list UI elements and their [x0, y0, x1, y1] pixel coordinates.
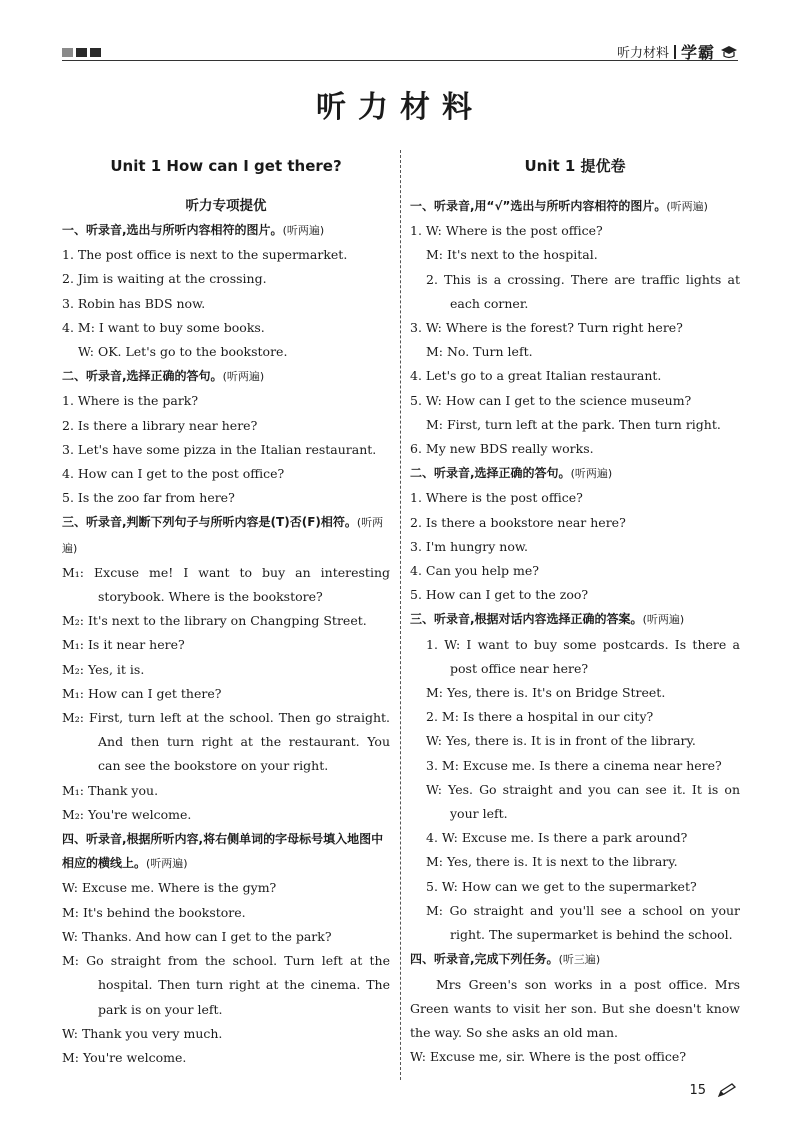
right-section-3-title: 三、听录音,根据对话内容选择正确的答案。(听两遍) [410, 612, 685, 627]
right-section-2-title: 二、听录音,选择正确的答句。(听两遍) [410, 466, 613, 481]
header-decoration [62, 48, 101, 57]
dialogue-line: M: Yes, there is. It is next to the library. [426, 854, 678, 870]
list-item: 3. Robin has BDS now. [62, 295, 206, 311]
dialogue-line: M₂: First, turn left at the school. Then go straight. And then turn right at the restaurant. You can see the bookstore on your right. [62, 710, 390, 774]
left-section-2-title: 二、听录音,选择正确的答句。(听两遍) [62, 369, 265, 384]
right-section-4-title: 四、听录音,完成下列任务。(听三遍) [410, 952, 601, 967]
list-item: 3. W: Where is the forest? Turn right here? [410, 320, 683, 336]
dialogue-line: M₂: It's next to the library on Changping Street. [62, 613, 367, 629]
dialogue-line: M: You're welcome. [62, 1049, 187, 1065]
dialogue-line: W: Yes, there is. It is in front of the library. [426, 733, 696, 749]
right-column [410, 152, 740, 1069]
left-section-1-title: 一、听录音,选出与所听内容相符的图片。(听两遍) [62, 223, 325, 237]
page-title: 听力材料 [316, 90, 484, 125]
list-item: 4. How can I get to the post office? [62, 466, 285, 482]
list-item: 4. Let's go to a great Italian restaurant. [410, 368, 662, 384]
list-item: 4. Can you help me? [410, 563, 539, 579]
list-item: 5. W: How can I get to the science museum? [410, 392, 692, 408]
list-item: 5. How can I get to the zoo? [410, 587, 589, 603]
dialogue-line: M: Go straight from the school. Turn left at the hospital. Then turn right at the cinema. The park is on your left. [62, 953, 390, 1017]
dialogue-line: M: It's behind the bookstore. [62, 904, 246, 920]
dialogue-line: M: Yes, there is. It's on Bridge Street. [426, 685, 666, 701]
header-divider [674, 45, 676, 59]
list-item: M: It's next to the hospital. [426, 247, 598, 263]
list-item: 4. M: I want to buy some books. [62, 319, 265, 335]
page-number: 15 [689, 1082, 706, 1098]
list-item: 5. Is the zoo far from here? [62, 490, 235, 506]
right-section-1-title: 一、听录音,用“√”选出与所听内容相符的图片。(听两遍) [410, 199, 708, 213]
list-item: 6. My new BDS really works. [410, 441, 594, 457]
list-item: 2. Jim is waiting at the crossing. [62, 271, 267, 287]
dialogue-line: W: Excuse me. Where is the gym? [62, 880, 277, 896]
dialogue-line: 4. W: Excuse me. Is there a park around? [426, 830, 688, 846]
left-section-3-title: 三、听录音,判断下列句子与所听内容是(T)否(F)相符。(听两遍) [62, 515, 384, 555]
list-item: 3. Let's have some pizza in the Italian restaurant. [62, 441, 377, 457]
dialogue-line: 3. M: Excuse me. Is there a cinema near here? [426, 757, 722, 773]
list-item: 1. Where is the park? [62, 393, 199, 409]
dialogue-line: M₁: Is it near here? [62, 637, 185, 653]
dialogue-line: 2. M: Is there a hospital in our city? [426, 709, 654, 725]
list-item: 1. Where is the post office? [410, 490, 583, 506]
column-divider [400, 150, 401, 1080]
list-item: 1. The post office is next to the supermarket. [62, 247, 348, 263]
header-section: 听力材料 [616, 46, 669, 61]
list-item: M: No. Turn left. [426, 344, 533, 360]
list-item: 2. This is a crossing. There are traffic lights at each corner. [426, 271, 740, 311]
page-footer [689, 1082, 738, 1098]
dialogue-line: M₁: Excuse me! I want to buy an interesting storybook. Where is the bookstore? [62, 564, 390, 605]
list-item: 2. Is there a bookstore near here? [410, 514, 626, 530]
graduation-cap-icon [720, 45, 738, 59]
pencil-icon [716, 1082, 738, 1098]
list-item: W: OK. Let's go to the bookstore. [78, 344, 288, 360]
right-unit-title: Unit 1 提优卷 [524, 157, 626, 175]
left-unit-title: Unit 1 How can I get there? [110, 157, 342, 175]
dialogue-line: M₁: How can I get there? [62, 685, 222, 701]
dialogue-line: 1. W: I want to buy some postcards. Is there a post office near here? [426, 636, 740, 676]
list-item: 2. Is there a library near here? [62, 417, 258, 433]
list-item: 3. I'm hungry now. [410, 538, 529, 554]
dialogue-line: W: Thank you very much. [62, 1025, 223, 1041]
header-brand: 学霸 [680, 43, 715, 62]
left-subtitle: 听力专项提优 [185, 198, 267, 214]
list-item: 1. W: Where is the post office? [410, 223, 603, 239]
dialogue-line: 5. W: How can we get to the supermarket? [426, 878, 697, 894]
dialogue-line: W: Yes. Go straight and you can see it. It is on your left. [426, 781, 740, 822]
header-rule [62, 60, 738, 61]
task-paragraph: Mrs Green's son works in a post office. Mrs Green wants to visit her son. But she doesn't know the way. So she asks an old man. [410, 976, 740, 1040]
left-section-4-title: 四、听录音,根据所听内容,将右侧单词的字母标号填入地图中相应的横线上。(听两遍) [62, 832, 384, 871]
dialogue-line: M₂: You're welcome. [62, 806, 192, 822]
dialogue-line: M₁: Thank you. [62, 782, 159, 798]
dialogue-line: M: Go straight and you'll see a school on your right. The supermarket is behind the school. [426, 902, 740, 943]
dialogue-line: W: Excuse me, sir. Where is the post office? [410, 1049, 687, 1065]
left-column [62, 152, 390, 1070]
dialogue-line: M₂: Yes, it is. [62, 661, 145, 677]
dialogue-line: W: Thanks. And how can I get to the park? [62, 928, 332, 944]
list-item: M: First, turn left at the park. Then turn right. [426, 416, 721, 432]
